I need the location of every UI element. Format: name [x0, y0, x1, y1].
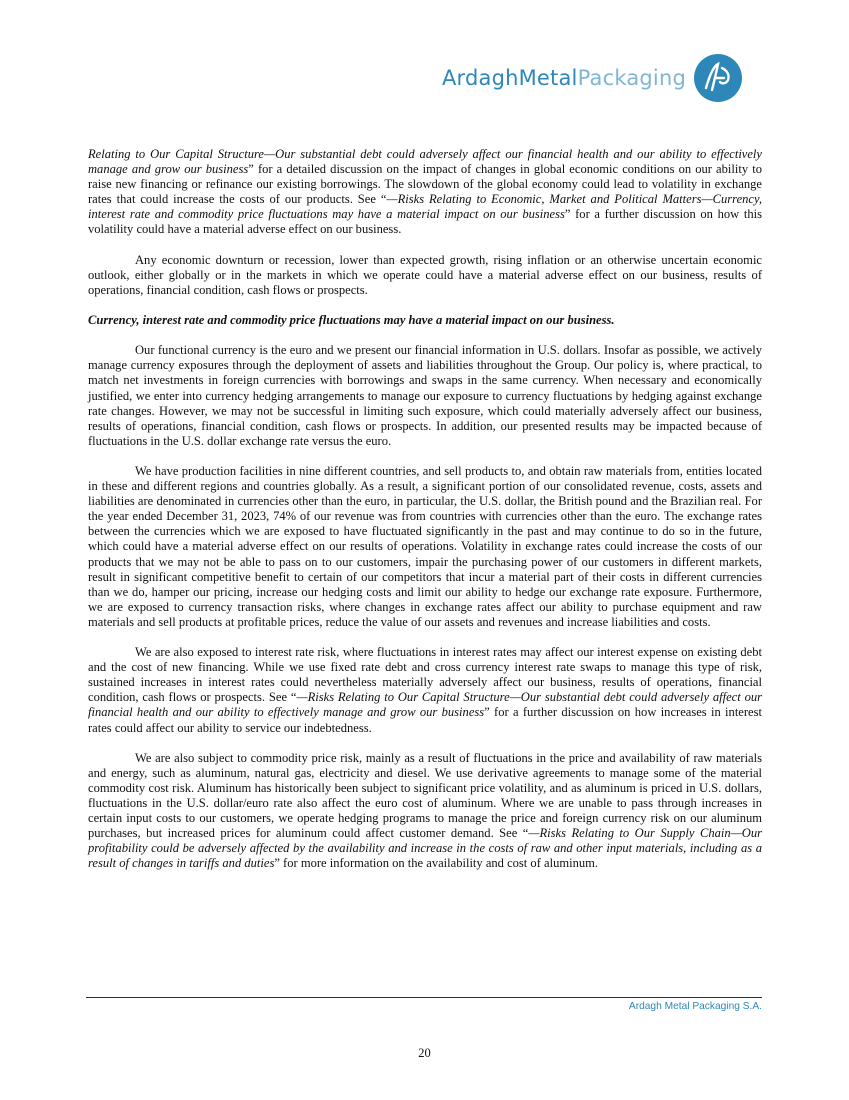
logo-mark-icon [692, 52, 744, 104]
body-paragraph [88, 343, 762, 449]
page-number: 20 [418, 1046, 431, 1060]
company-logo [442, 52, 744, 104]
footer-divider [86, 997, 762, 998]
body-paragraph [88, 751, 762, 872]
paragraph-text: We have production facilities in nine different countries, and sell products to, and obtain raw materials from, entities located in these and different regions and countries globally. As a result, a significant portion of our consolidated revenue, costs, assets and liabilities are denominated in currencies other than the euro, in particular, the U.S. dollar, the British pound and the Brazilian real. For the year ended December 31, 2023, 74% of our revenue was from countries with currencies other than the euro. The exchange rates between the currencies which we are exposed to have fluctuated significantly in the past and may continue to do so in the future, which could have a material adverse effect on our results of operations. Volatility in exchange rates could increase the costs of our products that we may not be able to pass on to our customers, impair the purchasing power of our customers in different markets, result in significant competitive benefit to certain of our competitors that incur a material part of their costs in different currencies than we do, hamper our pricing, increase our hedging costs and limit our ability to hedge our exchange rate exposure. Furthermore, we are exposed to currency transaction risks, where changes in exchange rates affect our ability to purchase equipment and raw materials and sell products at profitable prices, reduce the value of our assets and revenues and increase liabilities and costs. [88, 463, 762, 629]
body-paragraph [88, 147, 762, 238]
body-paragraph [88, 645, 762, 736]
paragraph-text: ” for more information on the availability and cost of aluminum. [274, 856, 599, 871]
italic-reference: Relating to Our Capital Structure—Our substantial debt could adversely affect our financial health and our ability to effectively manage and grow our business [88, 147, 762, 177]
paragraph-text: We are also subject to commodity price risk, mainly as a result of fluctuations in the price and availability of raw materials and energy, such as aluminum, natural gas, electricity and diesel. We use derivative agreements to manage some of the material commodity cost risk. Aluminum has historically been subject to significant price volatility, and as aluminum is priced in U.S. dollars, fluctuations in the U.S. dollar/euro rate also affect the euro cost of aluminum. Where we are unable to pass through increases in certain input costs to our customers, we operate hedging programs to manage the price and foreign currency risk on our aluminum purchases, but increased prices for aluminum could affect customer demand. See “ [88, 750, 762, 841]
body-paragraph [88, 464, 762, 630]
italic-reference: Currency, interest rate and commodity price fluctuations may have a material impact on our business. [88, 313, 615, 328]
logo-word-packaging: Packaging [577, 66, 686, 90]
paragraph-text: We are also exposed to interest rate risk, where fluctuations in interest rates may affect our interest expense on existing debt and the cost of new financing. While we use fixed rate debt and cross currency interest rate swaps to manage this type of risk, sustained increases in interest rates could nevertheless materially adversely affect our business, results of operations, financial condition, cash flows or prospects. See “ [88, 645, 762, 705]
italic-reference: —Risks Relating to Economic, Market and Political Matters—Currency, interest rate and commodity price fluctuations may have a material impact on our business [88, 192, 762, 222]
paragraph-text: Any economic downturn or recession, lower than expected growth, rising inflation or an otherwise uncertain economic outlook, either globally or in the markets in which we operate could have a material adverse effect on our business, results of operations, financial condition, cash flows or prospects. [88, 252, 762, 297]
logo-word-ardagh: Ardagh [441, 66, 519, 90]
paragraph-text: ” for a further discussion on how increases in interest rates could affect our ability to service our indebtedness. [88, 705, 762, 735]
logo-word-metal: Metal [518, 66, 578, 90]
footer-company-name: Ardagh Metal Packaging S.A. [628, 1001, 762, 1012]
paragraph-text: ” for a further discussion on how this volatility could have a material adverse effect on our business. [88, 207, 762, 237]
document-body [88, 147, 762, 887]
section-heading [88, 313, 762, 328]
italic-reference: —Risks Relating to Our Capital Structure—Our substantial debt could adversely affect our financial health and our ability to effectively manage and grow our business [88, 690, 763, 720]
italic-reference: —Risks Relating to Our Supply Chain—Our profitability could be adversely affected by the availability and increase in the costs of raw and other input materials, including as a result of changes in tariffs and duties [88, 826, 762, 871]
body-paragraph [88, 253, 762, 298]
logo-wordmark [442, 66, 686, 90]
paragraph-text: Our functional currency is the euro and we present our financial information in U.S. dollars. Insofar as possible, we actively manage currency exposures through the deployment of assets and liabilities throughout the Group. Our policy is, where practical, to match net investments in foreign currencies with borrowings and swaps in the same currency. When necessary and economically justified, we enter into currency hedging arrangements to manage our exposure to currency fluctuations by hedging against exchange rate changes. However, we may not be successful in limiting such exposure, which could materially adversely affect our business, results of operations, financial condition, cash flows or prospects. In addition, our presented results may be impacted because of fluctuations in the U.S. dollar exchange rate versus the euro. [88, 343, 762, 448]
paragraph-text: ” for a detailed discussion on the impact of changes in global economic conditions on our ability to raise new financing or refinance our existing borrowings. The slowdown of the global economy could lead to volatility in exchange rates that could increase the costs of our products. See “ [88, 162, 762, 207]
